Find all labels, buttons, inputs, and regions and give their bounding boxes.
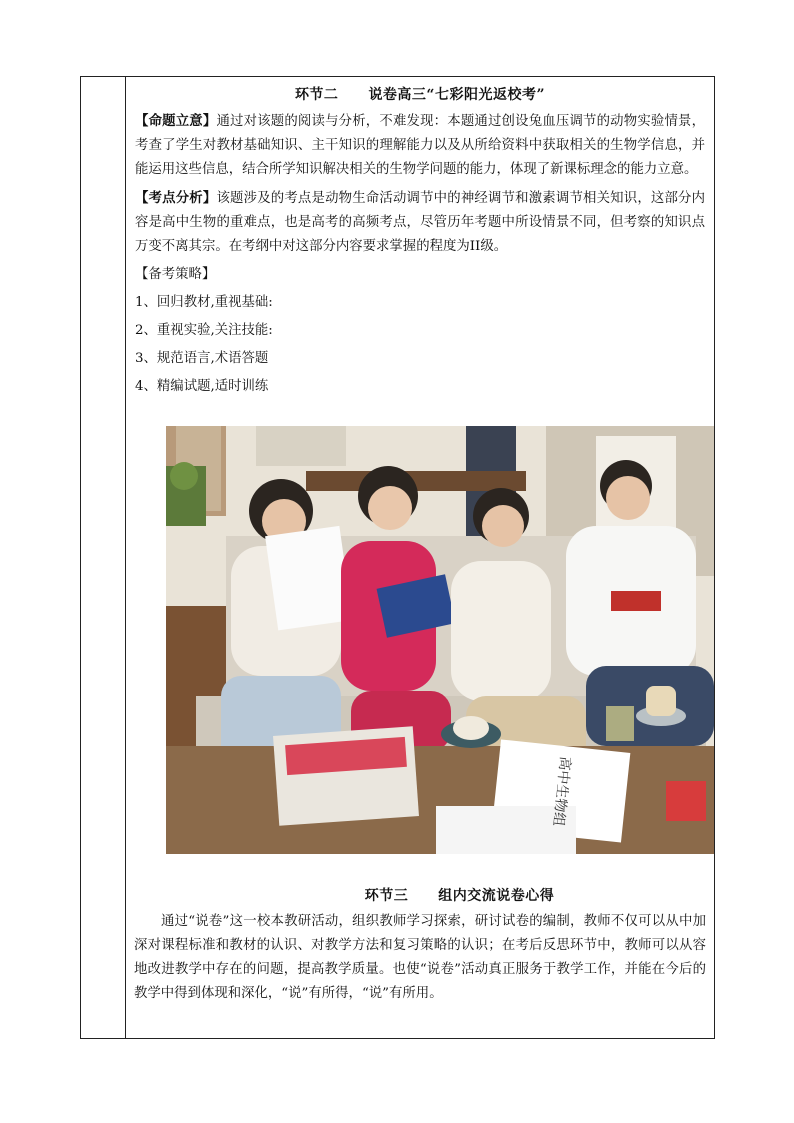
intent-paragraph [135,109,705,182]
strategy-heading: 【备考策略】 [135,267,216,282]
analysis-tag: 【考点分析】 [135,190,217,206]
strategy-item-4: 4、精编试题,适时训练 [135,379,269,394]
table-sign-text: 高中生物组 [549,755,573,827]
strategy-item-2: 2、重视实验,关注技能: [135,323,273,338]
section3-title-right: 组内交流说卷心得 [438,888,555,904]
intent-tag: 【命题立意】 [135,113,217,129]
section3-title [125,878,794,906]
meeting-photo [166,426,714,854]
section3-paragraph: 通过“说卷”这一校本教研活动，组织教师学习探索，研讨试卷的编制，教师不仅可以从中加深对课程标准和教材的认识、对教学方法和复习策略的认识；在考后反思环节中，教师可以从容地改进教学中存在的问题，提高教学质量。也使“说卷”活动真正服务于教学工作，并能在今后的教学中得到体现和深化，“说”有所得，“说”有所用。 [134,914,706,1001]
analysis-text: 该题涉及的考点是动物生命活动调节中的神经调节和激素调节相关知识，这部分内容是高中生物的重难点，也是高考的高频考点，尽管历年考题中所设情景不同，但考察的知识点万变不离其宗。在考纲中对这部分内容要求掌握的程度为II级。 [135,191,706,254]
meeting-photo-illustration [166,426,714,854]
section3-title-left: 环节三 [364,888,409,904]
analysis-paragraph [135,186,705,259]
intent-text: 通过对该题的阅读与分析，不难发现：本题通过创设兔血压调节的动物实验情景，考查了学生对教材基础知识、主干知识的理解能力以及从所给资料中获取相关的生物学信息，并能运用这些信息，结合所学知识解决相关的生物学问题的能力，体现了新课标理念的能力立意。 [135,114,706,177]
section2-title-left: 环节二 [294,87,339,103]
section2-title-right: 说卷高三“七彩阳光返校考” [368,87,546,103]
strategy-item-1: 1、回归教材,重视基础: [135,295,273,310]
strategy-item-3: 3、规范语言,术语答题 [135,351,269,366]
section2-title [135,77,705,105]
